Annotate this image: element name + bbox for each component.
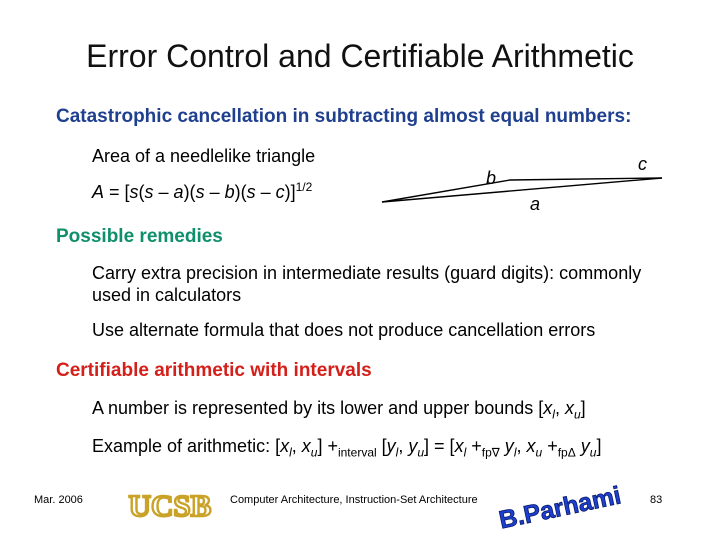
triangle-side-a bbox=[382, 178, 662, 202]
heading-catastrophic-cancellation: Catastrophic cancellation in subtracting almost equal numbers: bbox=[56, 106, 632, 127]
heron-formula: A = [s(s – a)(s – b)(s – c)]$^{1/2}$ bbox=[92, 180, 313, 202]
heading-certifiable-arithmetic: Certifiable arithmetic with intervals bbox=[56, 360, 372, 381]
needlelike-triangle-text: Area of a needlelike triangle bbox=[92, 146, 316, 166]
ucsb-logo-text: UCSB bbox=[128, 488, 212, 523]
triangle-label-a: a bbox=[530, 194, 541, 214]
triangle-label-c: c bbox=[638, 154, 647, 174]
needlelike-triangle-diagram bbox=[380, 154, 670, 218]
author-logo-text: B.Parhami bbox=[496, 481, 624, 535]
heading-possible-remedies: Possible remedies bbox=[56, 226, 223, 247]
ucsb-logo bbox=[124, 488, 216, 522]
page-number: 83 bbox=[650, 494, 663, 506]
remedy-guard-digits: Carry extra precision in intermediate results (guard digits): commonly used in calculators bbox=[92, 263, 642, 305]
remedy-alternate-formula: Use alternate formula that does not produce cancellation errors bbox=[92, 320, 596, 340]
interval-representation-text: A number is represented by its lower and upper bounds [$x_l$, $x_u$] bbox=[92, 398, 586, 422]
triangle-label-b: b bbox=[486, 168, 497, 188]
footer-date: Mar. 2006 bbox=[34, 494, 83, 506]
slide-title: Error Control and Certifiable Arithmetic bbox=[86, 38, 634, 74]
interval-arithmetic-example: Example of arithmetic: [$x_l$, $x_u] +_{interval}$ [$y_l$, $y_u] = [x_l +_{fp\nabla}$ $y_l$, $x_u +_{fp\Delta}$ $y_u$] bbox=[92, 436, 602, 460]
author-logo bbox=[496, 481, 624, 535]
footer-course: Computer Architecture, Instruction-Set Architecture bbox=[230, 494, 478, 506]
